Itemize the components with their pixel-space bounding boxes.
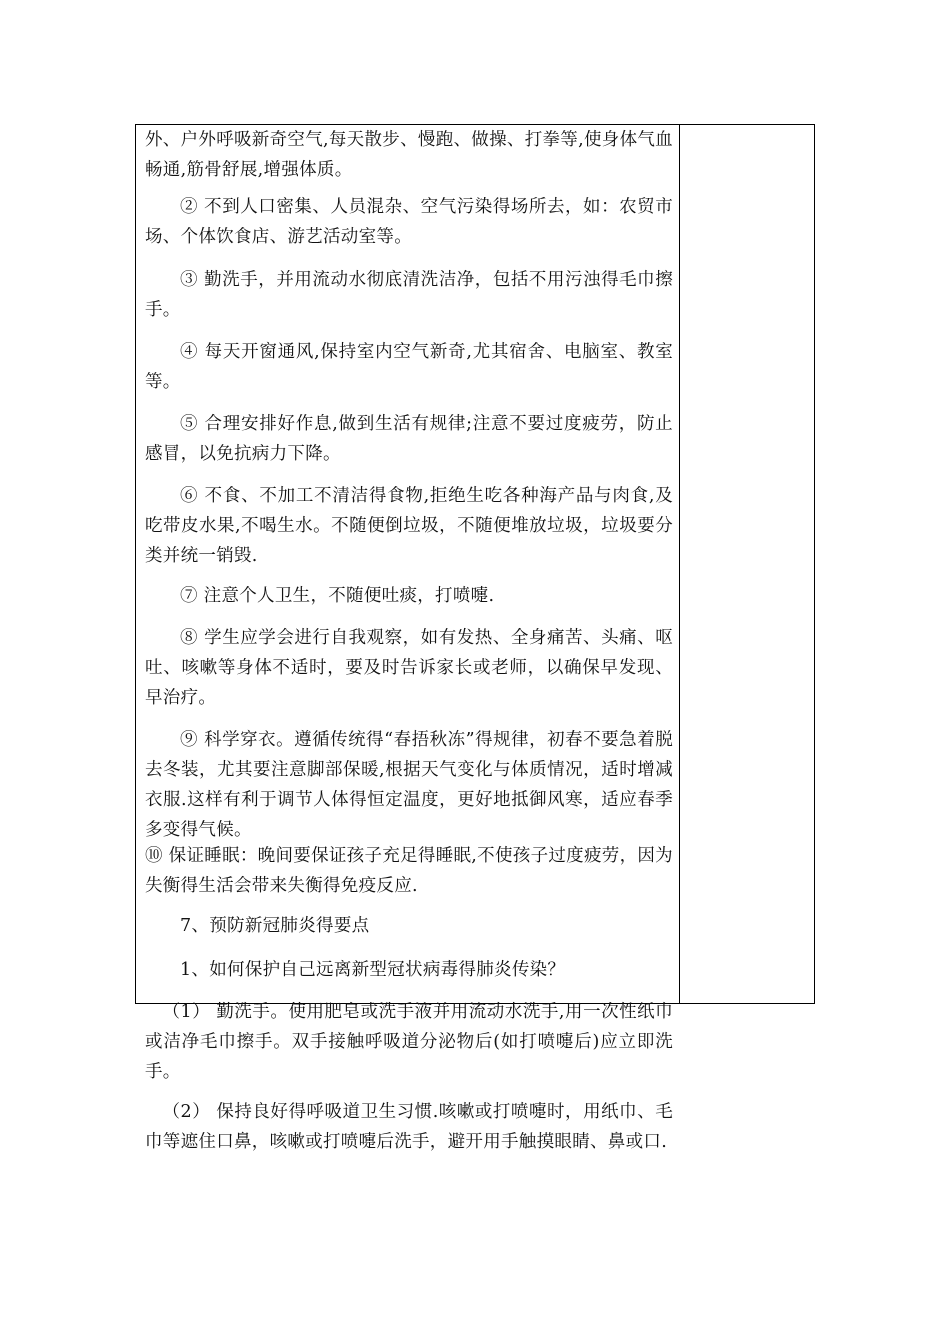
content-table — [135, 124, 815, 1152]
paragraph-item-8: ⑧ 学生应学会进行自我观察，如有发热、全身痛苦、头痛、呕吐、咳嗽等身体不适时，要及时告诉家长或老师，以确保早发现、早治疗。 — [145, 628, 673, 708]
paragraph-health-exercise: 外、户外呼吸新奇空气,每天散步、慢跑、做操、打拳等,使身体气血畅通,筋骨舒展,增强体质。 — [145, 130, 673, 180]
paragraph-item-10: ⑩ 保证睡眠：晚间要保证孩子充足得睡眠,不使孩子过度疲劳，因为失衡得生活会带来失衡得免疫反应. — [145, 846, 673, 896]
section-heading: 7、预防新冠肺炎得要点 — [180, 916, 370, 936]
paragraph-item-2: ② 不到人口密集、人员混杂、空气污染得场所去，如：农贸市场、个体饮食店、游艺活动室等。 — [145, 197, 673, 247]
column-divider — [679, 125, 680, 1003]
paragraph-item-7: ⑦ 注意个人卫生，不随便吐痰，打喷嚏. — [180, 586, 495, 606]
answer-item-1: （1） 勤洗手。使用肥皂或洗手液并用流动水洗手,用一次性纸巾或洁净毛巾擦手。双手接触呼吸道分泌物后(如打喷嚏后)应立即洗手。 — [145, 1002, 673, 1082]
paragraph-item-9: ⑨ 科学穿衣。遵循传统得“春捂秋冻”得规律，初春不要急着脱去冬装，尤其要注意脚部保暖,根据天气变化与体质情况，适时增减衣服.这样有利于调节人体得恒定温度，更好地抵御风寒，适应春季多变得气候。 — [145, 730, 673, 840]
question-heading: 1、如何保护自己远离新型冠状病毒得肺炎传染？ — [180, 960, 566, 980]
paragraph-item-6: ⑥ 不食、不加工不清洁得食物,拒绝生吃各种海产品与肉食,及吃带皮水果,不喝生水。不随便倒垃圾，不随便堆放垃圾，垃圾要分类并统一销毁. — [145, 486, 673, 566]
paragraph-item-4: ④ 每天开窗通风,保持室内空气新奇,尤其宿舍、电脑室、教室等。 — [145, 342, 673, 392]
answer-item-2: （2） 保持良好得呼吸道卫生习惯.咳嗽或打喷嚏时，用纸巾、毛巾等遮住口鼻，咳嗽或打喷嚏后洗手，避开用手触摸眼睛、鼻或口. — [145, 1102, 673, 1152]
paragraph-item-3: ③ 勤洗手，并用流动水彻底清洗洁净，包括不用污浊得毛巾擦手。 — [145, 270, 673, 320]
paragraph-item-5: ⑤ 合理安排好作息,做到生活有规律;注意不要过度疲劳，防止感冒，以免抗病力下降。 — [145, 414, 673, 464]
